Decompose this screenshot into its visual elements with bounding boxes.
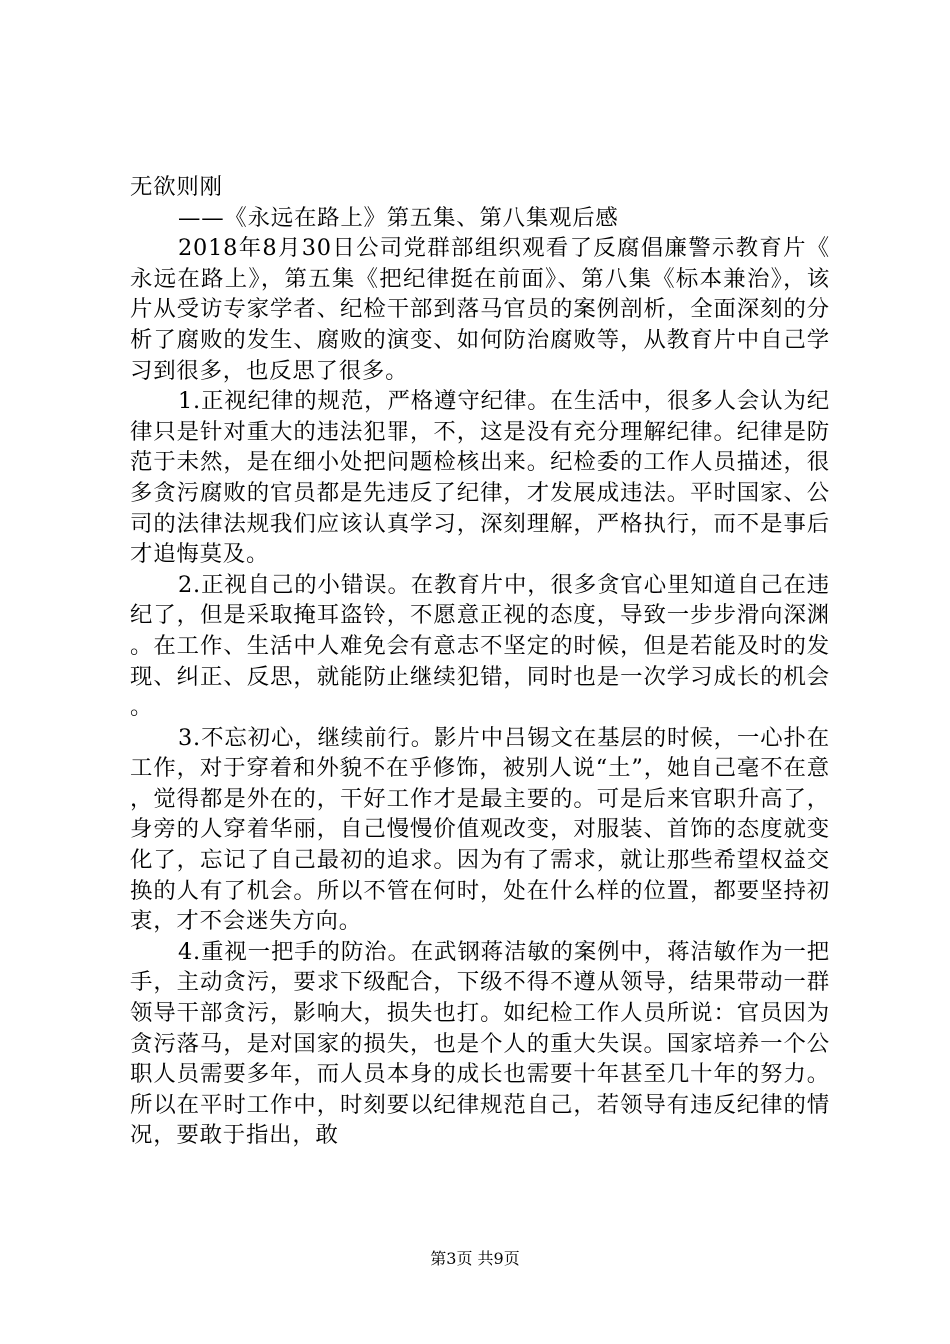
paragraph-point-4: 4.重视一把手的防治。在武钢蒋洁敏的案例中，蒋洁敏作为一把手，主动贪污，要求下级配合，下级不得不遵从领导，结果带动一群领导干部贪污，影响大，损失也打。如纪检工作人员所说：官员因为贪污落马，是对国家的损失，也是个人的重大失误。国家培养一个公职人员需要多年，而人员本身的成长也需要十年甚至几十年的努力。所以在平时工作中，时刻要以纪律规范自己，若领导有违反纪律的情况，要敢于指出，敢 (130, 938, 830, 1149)
paragraph-intro: 2018年8月30日公司党群部组织观看了反腐倡廉警示教育片《永远在路上》，第五集《把纪律挺在前面》、第八集《标本兼治》，该片从受访专家学者、纪检干部到落马官员的案例剖析，全面深刻的分析了腐败的发生、腐败的演变、如何防治腐败等，从教育片中自己学习到很多，也反思了很多。 (130, 235, 830, 384)
document-body (130, 172, 830, 1151)
page-number-label: 第3页 共9页 (430, 1249, 520, 1268)
paragraph-point-2: 2.正视自己的小错误。在教育片中，很多贪官心里知道自己在违纪了，但是采取掩耳盗铃，不愿意正视的态度，导致一步步滑向深渊。在工作、生活中人难免会有意志不坚定的时候，但是若能及时的发现、纠正、反思，就能防止继续犯错，同时也是一次学习成长的机会。 (130, 571, 830, 721)
page-footer (0, 1248, 950, 1270)
paragraph-point-1: 1.正视纪律的规范，严格遵守纪律。在生活中，很多人会认为纪律只是针对重大的违法犯罪，不，这是没有充分理解纪律。纪律是防范于未然，是在细小处把问题检核出来。纪检委的工作人员描述，很多贪污腐败的官员都是先违反了纪律，才发展成违法。平时国家、公司的法律法规我们应该认真学习，深刻理解，严格执行，而不是事后才追悔莫及。 (130, 388, 830, 568)
paragraph-point-3: 3.不忘初心，继续前行。影片中吕锡文在基层的时候，一心扑在工作，对于穿着和外貌不在乎修饰，被别人说“土”，她自己毫不在意，觉得都是外在的，干好工作才是最主要的。可是后来官职升高了，身旁的人穿着华丽，自己慢慢价值观改变，对服装、首饰的态度就变化了，忘记了自己最初的追求。因为有了需求，就让那些希望权益交换的人有了机会。所以不管在何时，处在什么样的位置，都要坚持初衷，才不会迷失方向。 (130, 724, 830, 935)
document-subtitle: ——《永远在路上》第五集、第八集观后感 (178, 204, 619, 231)
document-title: 无欲则刚 (130, 174, 223, 200)
